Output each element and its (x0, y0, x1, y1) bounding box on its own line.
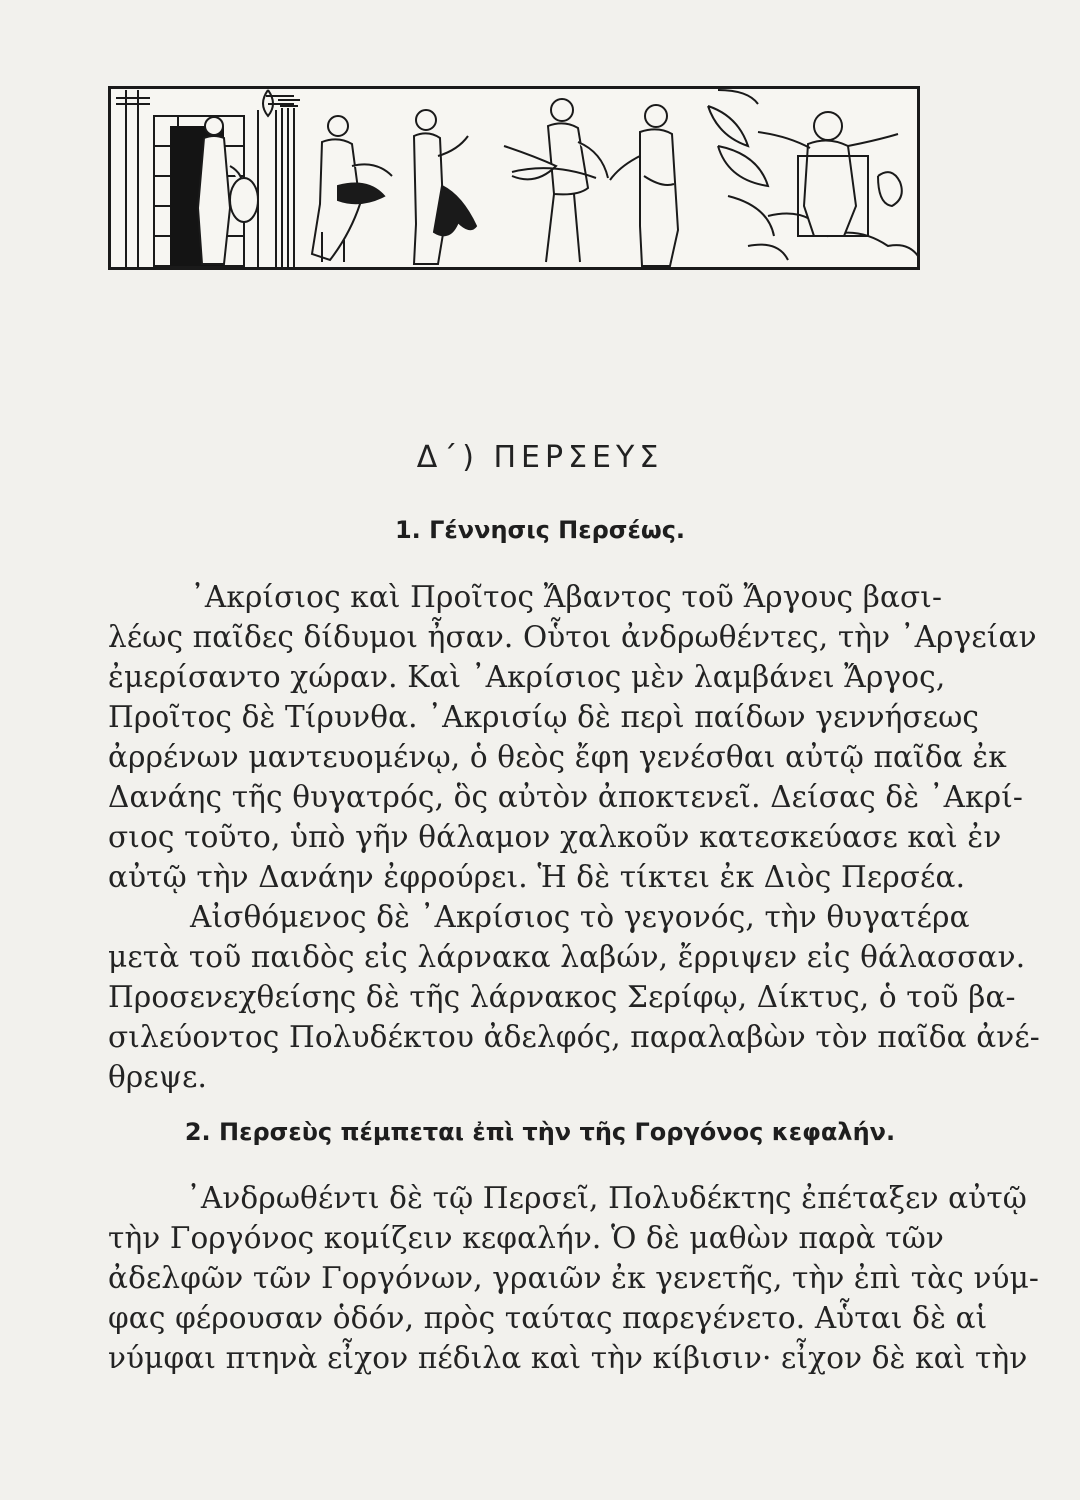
text-line: ᾿Ανδρωθέντι δὲ τῷ Περσεῖ, Πολυδέκτης ἐπέταξεν αὐτῷ (186, 1181, 1028, 1215)
section-heading-birth-of-perseus: 1. Γέννησις Περσέως. (394, 516, 686, 544)
text-line: σιλεύοντος Πολυδέκτου ἀδελφός, παραλαβὼν τὸν παῖδα ἀνέ- (108, 1020, 1040, 1054)
text-line: Προσενεχθείσης δὲ τῆς λάρνακος Σερίφῳ, Δίκτυς, ὁ τοῦ βα- (108, 980, 1016, 1014)
text-line: αὐτῷ τὴν Δανάην ἐφρούρει. Ἡ δὲ τίκτει ἐκ Διὸς Περσέα. (108, 860, 966, 894)
text-line: ᾿Ακρίσιος καὶ Προῖτος Ἄβαντος τοῦ Ἄργους βασι- (190, 580, 943, 614)
text-line: φας φέρουσαν ὁδόν, πρὸς ταύτας παρεγένετο. Αὗται δὲ αἱ (108, 1301, 988, 1335)
section-heading-perseus-sent-for-gorgon: 2. Περσεὺς πέμπεται ἐπὶ τὴν τῆς Γοργόνος κεφαλήν. (184, 1118, 896, 1146)
frieze-drawing (108, 86, 920, 270)
chapter-title: Δ΄) ΠΕΡΣΕΥΣ (416, 440, 664, 475)
text-line: λέως παῖδες δίδυμοι ἦσαν. Οὗτοι ἀνδρωθέντες, τὴν ᾿Αργείαν (108, 620, 1037, 654)
text-line: ἀρρένων μαντευομένῳ, ὁ θεὸς ἔφη γενέσθαι αὐτῷ παῖδα ἐκ (108, 740, 1007, 774)
text-line: τὴν Γοργόνος κομίζειν κεφαλήν. Ὁ δὲ μαθὼν παρὰ τῶν (108, 1221, 944, 1255)
text-line: Δανάης τῆς θυγατρός, ὃς αὐτὸν ἀποκτενεῖ. Δείσας δὲ ᾿Ακρί- (108, 780, 1024, 814)
text-line: μετὰ τοῦ παιδὸς εἰς λάρνακα λαβών, ἔρριψεν εἰς θάλασσαν. (108, 940, 1026, 974)
text-line: σιος τοῦτο, ὑπὸ γῆν θάλαμον χαλκοῦν κατεσκεύασε καὶ ἐν (108, 820, 1002, 854)
text-line: ἐμερίσαντο χώραν. Καὶ ᾿Ακρίσιος μὲν λαμβάνει Ἄργος, (108, 660, 946, 694)
text-line: Αἰσθόμενος δὲ ᾿Ακρίσιος τὸ γεγονός, τὴν θυγατέρα (190, 900, 970, 934)
text-line: θρεψε. (108, 1060, 208, 1094)
text-line: Προῖτος δὲ Τίρυνθα. ᾿Ακρισίῳ δὲ περὶ παίδων γεννήσεως (108, 700, 980, 734)
text-line: ἀδελφῶν τῶν Γοργόνων, γραιῶν ἐκ γενετῆς, τὴν ἐπὶ τὰς νύμ- (108, 1261, 1040, 1295)
frieze-illustration (108, 86, 920, 270)
text-line: νύμφαι πτηνὰ εἶχον πέδιλα καὶ τὴν κίβισιν· εἶχον δὲ καὶ τὴν (108, 1341, 1028, 1375)
